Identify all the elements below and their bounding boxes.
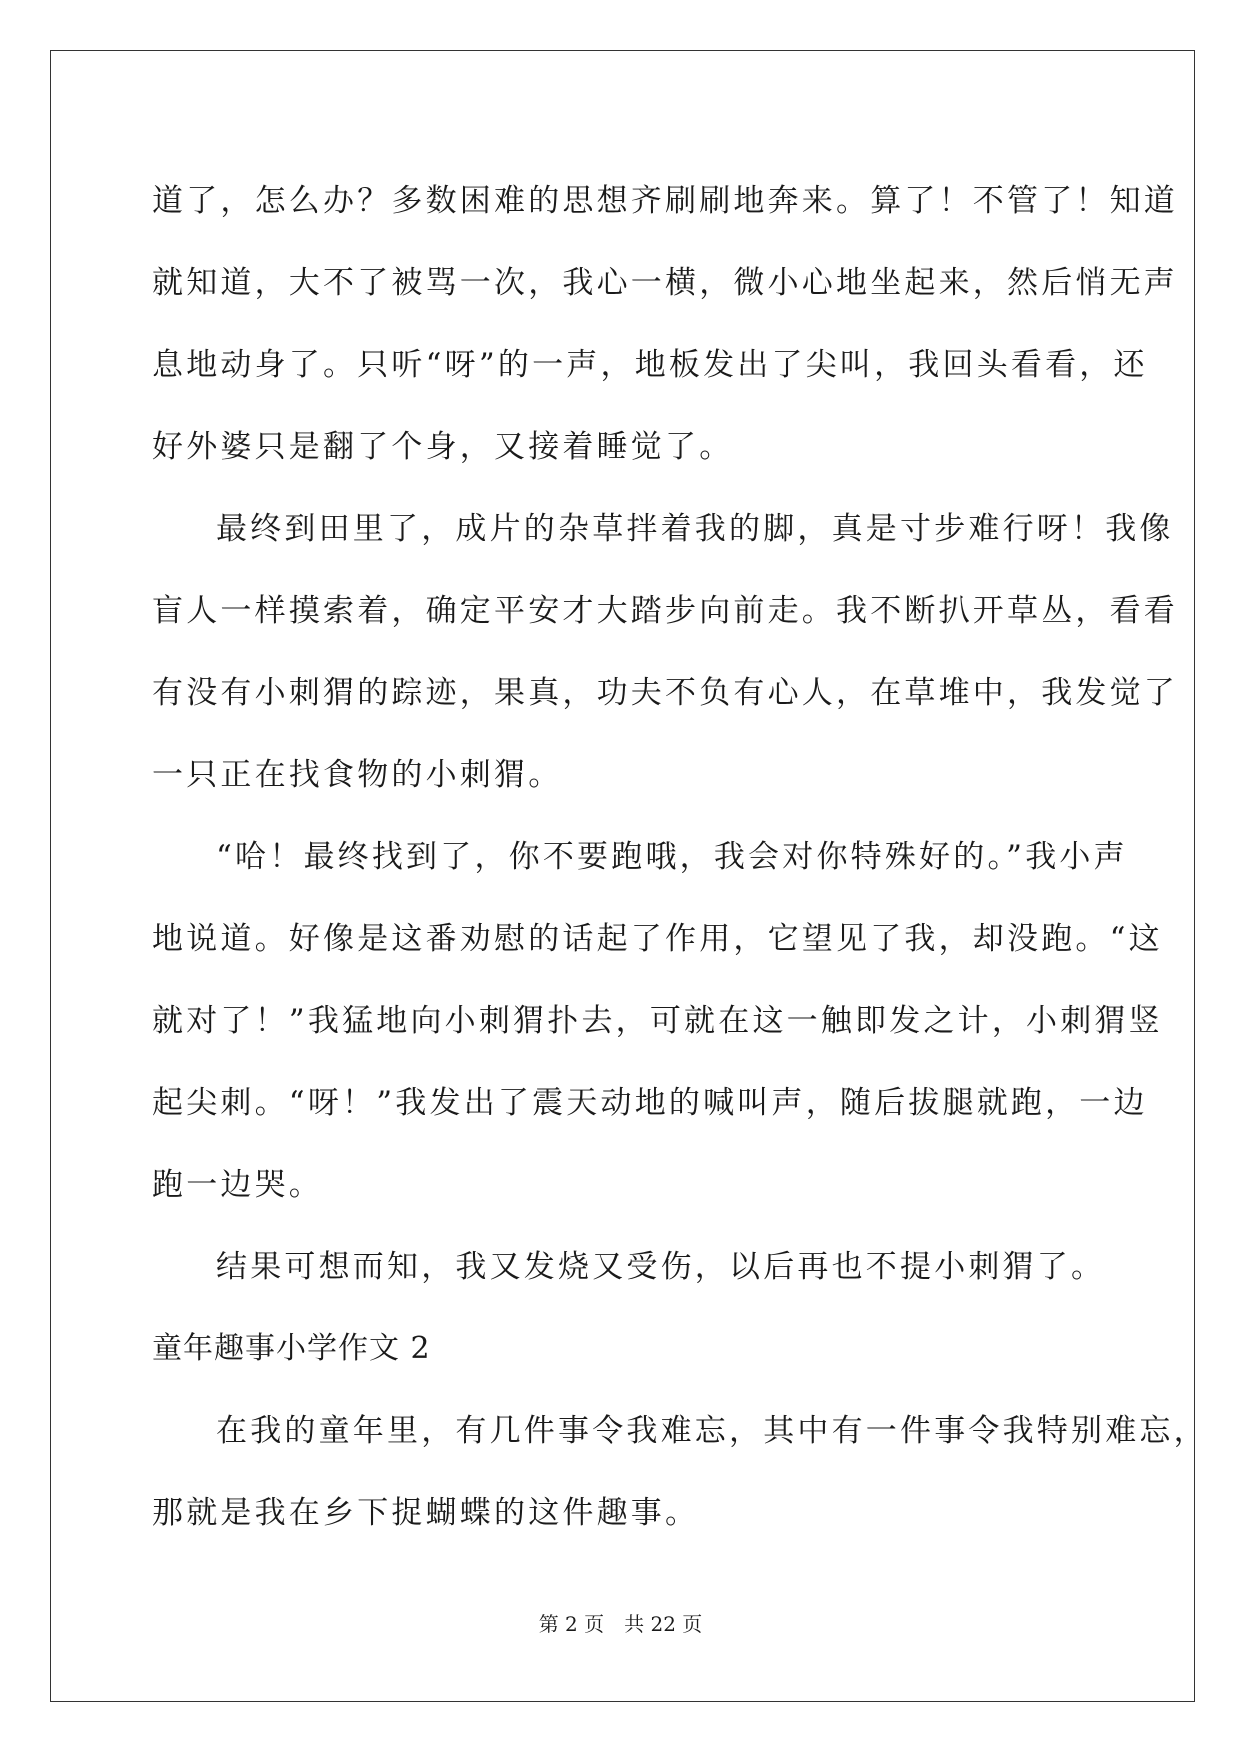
text-line: 有没有小刺猬的踪迹，果真，功夫不负有心人，在草堆中，我发觉了 [152, 675, 1178, 711]
text-line: “哈！最终找到了，你不要跑哦，我会对你特殊好的。”我小声 [216, 839, 1128, 875]
text-line: 起尖刺。“呀！”我发出了震天动地的喊叫声，随后拔腿就跑，一边 [152, 1085, 1148, 1121]
text-line: 最终到田里了，成片的杂草拌着我的脚，真是寸步难行呀！我像 [216, 511, 1174, 547]
text-line: 就对了！”我猛地向小刺猬扑去，可就在这一触即发之计，小刺猬竖 [152, 1003, 1163, 1039]
page-total: 共 22 页 [624, 1612, 703, 1636]
paragraph-4 [152, 1226, 1104, 1308]
paragraph-2 [152, 488, 1178, 816]
paragraph-1 [152, 160, 1178, 488]
document-body [152, 160, 1208, 1554]
text-line: 好外婆只是翻了个身，又接着睡觉了。 [152, 429, 734, 465]
text-line: 跑一边哭。 [152, 1167, 323, 1203]
section-title: 童年趣事小学作文 2 [152, 1331, 431, 1366]
text-line: 就知道，大不了被骂一次，我心一横，微小心地坐起来，然后悄无声 [152, 265, 1178, 301]
page-footer [0, 1608, 1241, 1637]
text-line: 那就是我在乡下捉蝴蝶的这件趣事。 [152, 1495, 700, 1531]
text-line: 结果可想而知，我又发烧又受伤，以后再也不提小刺猬了。 [216, 1249, 1106, 1285]
text-line: 一只正在找食物的小刺猬。 [152, 757, 563, 793]
text-line: 道了，怎么办？多数困难的思想齐刷刷地奔来。算了！不管了！知道 [152, 183, 1178, 219]
text-line: 在我的童年里，有几件事令我难忘，其中有一件事令我特别难忘， [216, 1413, 1208, 1449]
paragraph-3 [152, 816, 1163, 1226]
section-paragraph [152, 1390, 1208, 1554]
text-line: 地说道。好像是这番劝慰的话起了作用，它望见了我，却没跑。“这 [152, 921, 1163, 957]
page-number: 第 2 页 [538, 1612, 605, 1636]
text-line: 盲人一样摸索着，确定平安才大踏步向前走。我不断扒开草丛，看看 [152, 593, 1178, 629]
text-line: 息地动身了。只听“呀”的一声，地板发出了尖叫，我回头看看，还 [152, 347, 1148, 383]
